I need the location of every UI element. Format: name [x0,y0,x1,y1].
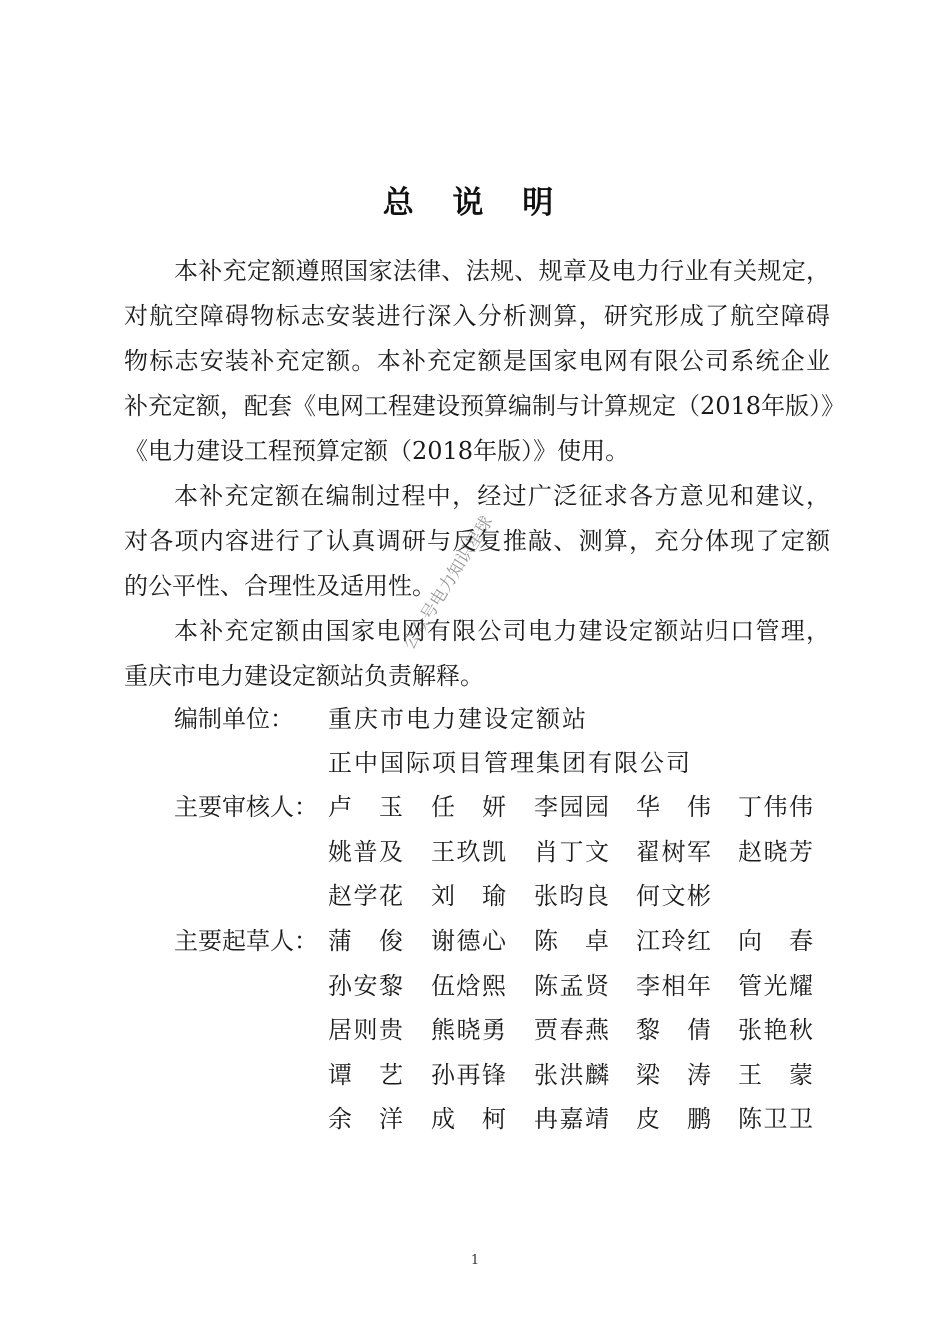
drafter-name: 居则贵 [328,1016,403,1044]
reviewer-name: 姚普及 [328,838,403,866]
drafter-name: 陈卫卫 [738,1105,813,1133]
drafter-name: 蒲 俊 [328,927,403,955]
paragraph-2-line-2: 对各项内容进行了认真调研与反复推敲、测算，充分体现了定额 [124,527,830,555]
drafter-name: 伍焓熙 [431,972,506,1000]
drafter-name: 向 春 [738,927,813,955]
paragraph-1-line-2: 对航空障碍物标志安装进行深入分析测算，研究形成了航空障碍 [124,302,830,330]
reviewer-name: 赵学花 [328,882,403,910]
compiling-units-label: 编制单位： [174,705,294,733]
reviewers-row-1 [328,792,812,822]
drafters-row-2 [328,971,812,1001]
reviewer-name: 丁伟伟 [738,793,813,821]
paragraph-3-line-2: 重庆市电力建设定额站负责解释。 [124,662,484,690]
drafters-row-3 [328,1015,812,1045]
paragraph-1-line-4: 补充定额，配套《电网工程建设预算编制与计算规定（2018年版）》 [124,392,846,420]
compiling-unit-1: 重庆市电力建设定额站 [328,705,588,733]
reviewer-name: 王玖凯 [431,838,506,866]
drafter-name: 江玲红 [636,927,711,955]
reviewer-name: 李园园 [534,793,609,821]
reviewer-name: 华 伟 [636,793,711,821]
reviewer-name: 刘 瑜 [431,882,506,910]
drafter-name: 孙安黎 [328,972,403,1000]
drafter-name: 王 蒙 [738,1061,813,1089]
compiling-unit-2: 正中国际项目管理集团有限公司 [328,749,692,777]
drafter-name: 梁 涛 [636,1061,711,1089]
drafter-name: 熊晓勇 [431,1016,506,1044]
drafter-name: 冉嘉靖 [534,1105,609,1133]
paragraph-3-line-1: 本补充定额由国家电网有限公司电力建设定额站归口管理， [174,617,830,645]
main-reviewers-label: 主要审核人： [174,793,318,821]
reviewer-name: 翟树军 [636,838,711,866]
page-number: 1 [470,1253,480,1268]
paragraph-1-line-1: 本补充定额遵照国家法律、法规、规章及电力行业有关规定， [174,257,830,285]
drafter-name: 孙再锋 [431,1061,506,1089]
drafter-name: 李相年 [636,972,711,1000]
drafters-row-4 [328,1060,812,1090]
drafter-name: 成 柯 [431,1105,506,1133]
reviewer-name: 张昀良 [534,882,609,910]
reviewers-row-3 [328,881,812,911]
paragraph-2-line-1: 本补充定额在编制过程中，经过广泛征求各方意见和建议， [174,482,830,510]
reviewer-name: 肖丁文 [534,838,609,866]
reviewer-name: 赵晓芳 [738,838,813,866]
drafter-name: 陈 卓 [534,927,609,955]
drafter-name: 黎 倩 [636,1016,711,1044]
paragraph-1-line-5: 《电力建设工程预算定额（2018年版）》使用。 [124,437,630,465]
drafter-name: 张艳秋 [738,1016,813,1044]
drafter-name: 余 洋 [328,1105,403,1133]
drafter-name: 张洪麟 [534,1061,609,1089]
drafter-name: 皮 鹏 [636,1105,711,1133]
reviewer-name: 何文彬 [636,882,711,910]
paragraph-2-line-3: 的公平性、合理性及适用性。 [124,572,436,600]
drafter-name: 谢德心 [431,927,506,955]
reviewer-name: 任 妍 [431,793,506,821]
drafters-row-5 [328,1104,812,1134]
watermark: 公众号电力知识星球 [399,512,498,654]
paragraph-1-line-3: 物标志安装补充定额。本补充定额是国家电网有限公司系统企业 [124,347,830,375]
main-drafters-label: 主要起草人： [174,927,318,955]
drafter-name: 贾春燕 [534,1016,609,1044]
drafters-row-1 [328,926,812,956]
reviewer-name: 卢 玉 [328,793,403,821]
drafter-name: 陈孟贤 [534,972,609,1000]
page-title: 总 说 明 [382,185,568,221]
reviewers-row-2 [328,837,812,867]
drafter-name: 谭 艺 [328,1061,403,1089]
drafter-name: 管光耀 [738,972,813,1000]
